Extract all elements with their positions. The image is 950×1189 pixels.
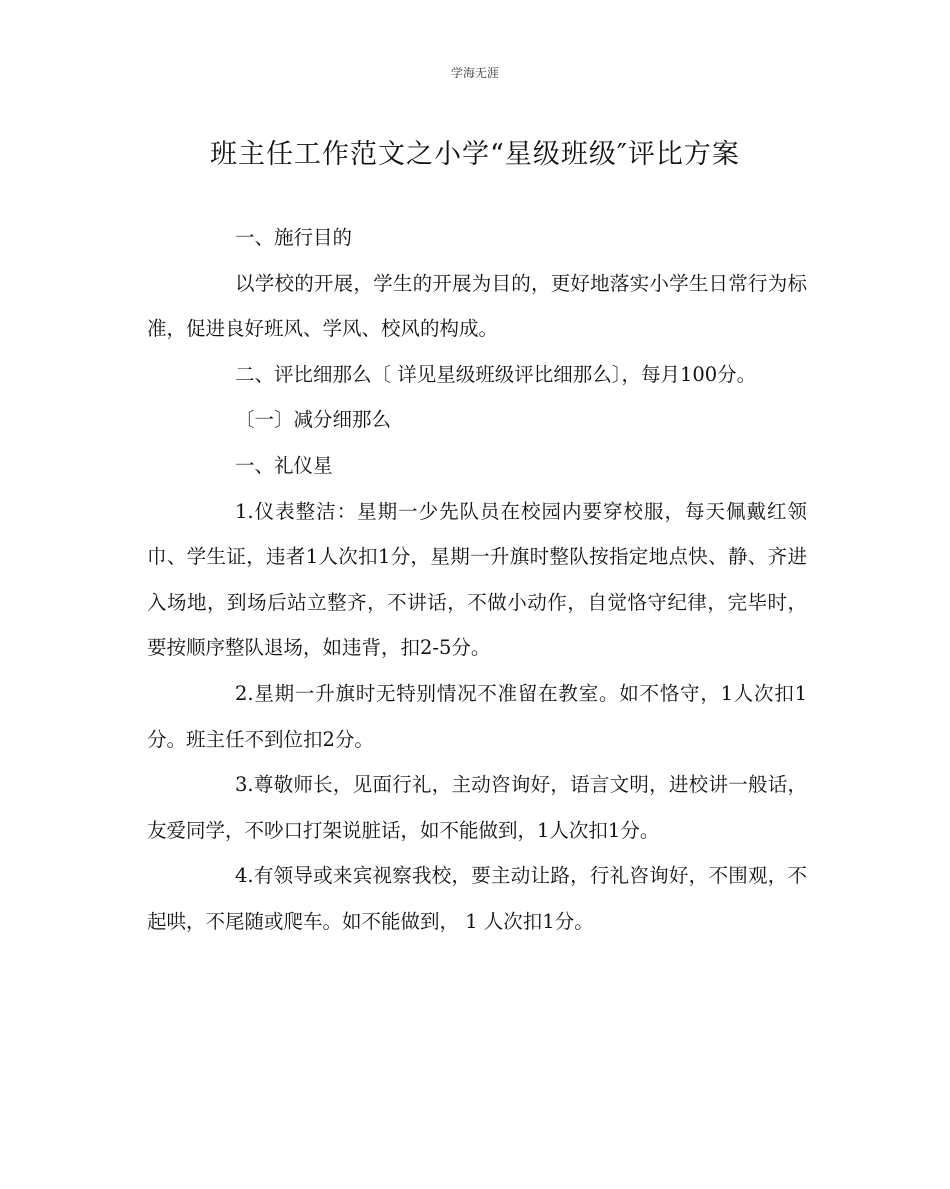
paragraph-purpose: 以学校的开展，学生的开展为目的，更好地落实小学生日常行为标准，促进良好班风、学风、校风的构成。 bbox=[147, 271, 807, 341]
subsection-heading-deductions: 〔一〕减分细那么 bbox=[235, 408, 392, 432]
section-heading-purpose: 一、施行目的 bbox=[235, 226, 353, 249]
rule-item-3: 3.尊敬师长，见面行礼，主动咨询好，语言文明，进校讲一般话，友爱同学，不吵口打架说脏话，如不能做到，1人次扣1分。 bbox=[147, 773, 807, 842]
rule-item-4: 4.有领导或来宾视察我校，要主动让路，行礼咨询好，不围观，不起哄，不尾随或爬车。如不能做到， 1 人次扣1分。 bbox=[147, 864, 807, 933]
rule-item-1: 1.仪表整洁：星期一少先队员在校园内要穿校服，每天佩戴红领巾、学生证，违者1人次扣1分，星期一升旗时整队按指定地点快、静、齐进入场地，到场后站立整齐，不讲话，不做小动作，自觉恪守纪律，完毕时，要按顺序整队退场，如违背，扣2-5分。 bbox=[147, 499, 807, 660]
document-body bbox=[147, 215, 807, 945]
section-heading-rules: 二、评比细那么〔 详见星级班级评比细那么〕，每月100分。 bbox=[235, 362, 757, 386]
page-header: 学海无涯 bbox=[450, 66, 499, 80]
subsection-heading-etiquette-star: 一、礼仪星 bbox=[235, 453, 333, 477]
rule-item-2: 2.星期一升旗时无特别情况不准留在教室。如不恪守，1人次扣1分。班主任不到位扣2分。 bbox=[147, 681, 807, 751]
document-title: 班主任工作范文之小学“星级班级″评比方案 bbox=[210, 139, 740, 170]
